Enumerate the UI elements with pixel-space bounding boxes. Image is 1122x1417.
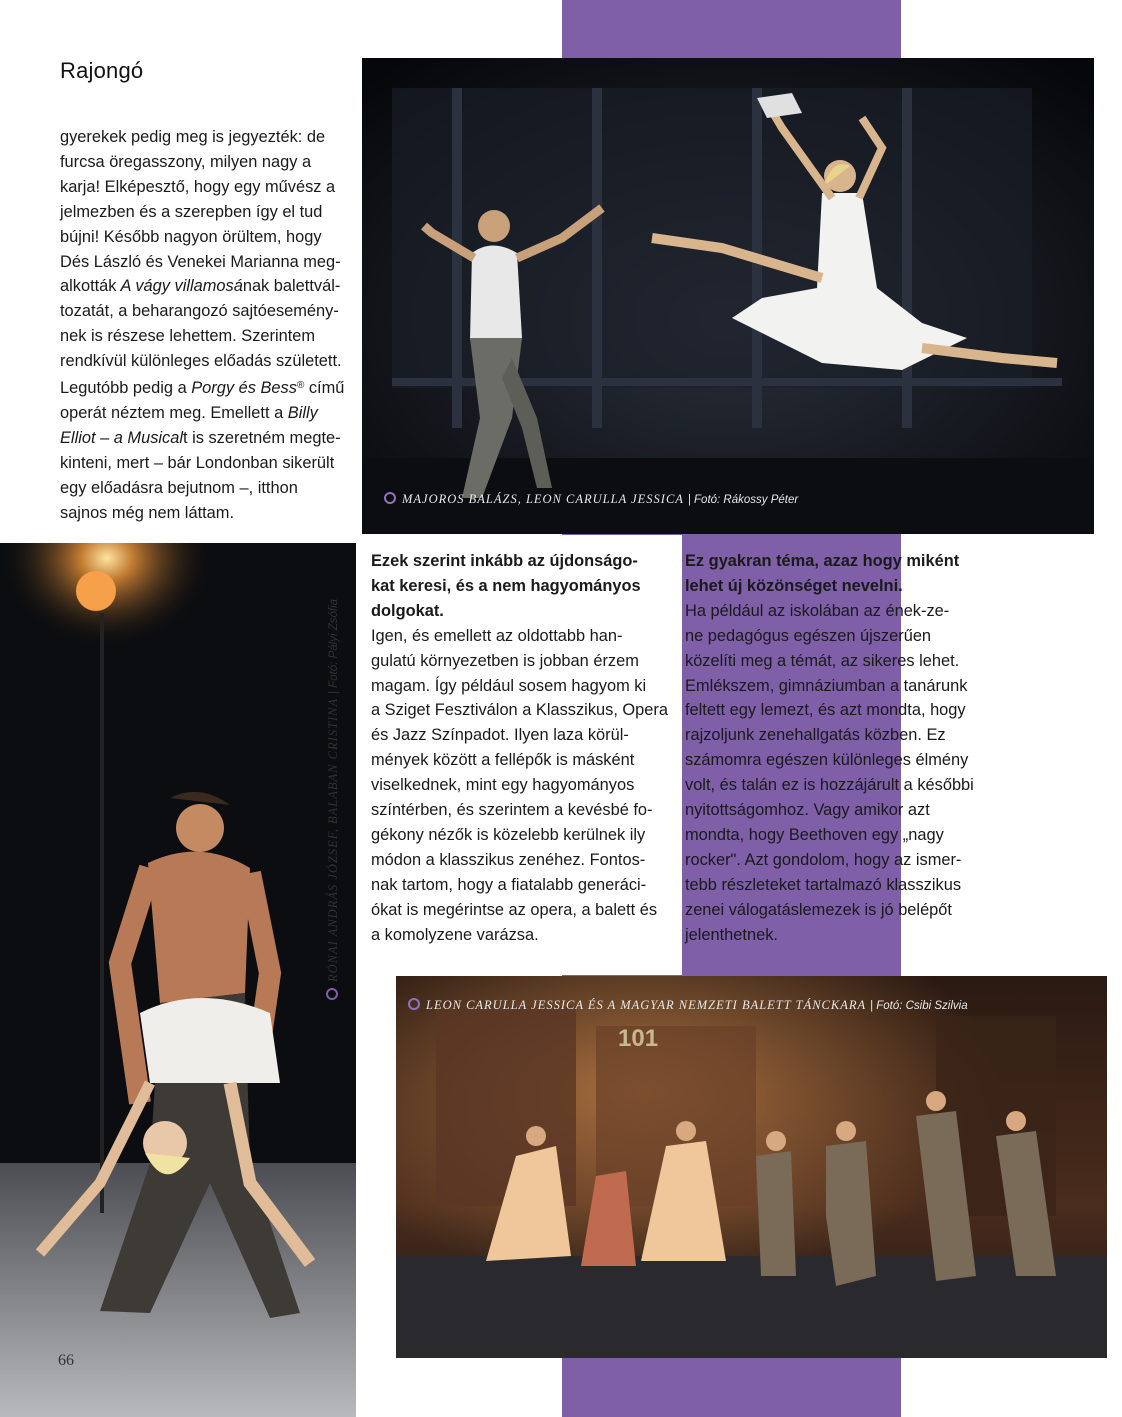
stage-sign: 101: [618, 1025, 659, 1052]
bullet-icon: [408, 998, 420, 1010]
bullet-icon: [384, 492, 396, 504]
bullet-icon: [326, 988, 338, 1000]
page-number: 66: [58, 1352, 74, 1369]
caption-top-photo: MAJOROS BALÁZS, LEON CARULLA JESSICA | Fotó: Rákossy Péter: [384, 492, 798, 507]
photo-dancers-duet: [0, 543, 356, 1417]
left-column-text: gyerekek pedig meg is jegyezték: de furcsa öregasszony, milyen nagy a karja! Elképesztő, hogy egy művész a jelmezben és a szerepben így el tud bújni! Később nagyon örültem, hogy Dés László és Venekei Marianna meg- alkották A vágy villamosának balettvál- tozatát, a beharangozó sajtóesemény- nek is részese lehettem. Szerintem rendkívül különleges előadás született. Legutóbb pedig a Porgy és Bess® című operát néztem meg. Emellett a Billy Elliot – a Musicalt is szeretném megte- kinteni, mert – bár Londonban sikerült egy előadásra bejutnom –, itthon sajnos még nem láttam.: [60, 128, 345, 522]
right-column-text: Ez gyakran téma, azaz hogy miként lehet új közönséget nevelni. Ha például az iskolában az ének-ze- ne pedagógus egészen újszerűen közelíti meg a témát, az sikeres lehet. Emlékszem, gimnáziumban a tanárunk feltett egy lemezt, és azt mondta, hogy rajzoljunk zenehallgatás közben. Ez számomra egészen különleges élmény volt, és talán ez is hozzájárult a későbbi nyitottságomhoz. Vagy amikor azt mondta, hogy Beethoven egy „nagy rocker". Azt gondolom, hogy az ismer- tebb részleteket tartalmazó klasszikus zenei válogatáslemezek is jó belépőt jelenthetnek.: [685, 552, 974, 944]
end-mark-icon: [782, 927, 794, 939]
photo-corps-de-ballet: [396, 976, 1107, 1358]
section-title: Rajongó: [60, 58, 144, 83]
caption-left-photo: RÓNAI ANDRÁS JÓZSEF, BALABAN CRISTINA | Fotó: Pályi Zsófia: [326, 599, 341, 1000]
middle-column-text: Ezek szerint inkább az újdonságo- kat keresi, és a nem hagyományos dolgokat. Igen, és emellett az oldottabb han- gulatú környezetben is jobban érzem magam. Így például sosem hagyom ki a Sziget Fesztiválon a Klasszikus, Opera és Jazz Színpadot. Ilyen laza körül- mények között a fellépők is másként viselkednek, mint egy hagyományos színtérben, és szerintem a kevésbé fo- gékony nézők is közelebb kerülnek ily módon a klasszikus zenéhez. Fontos- nak tartom, hogy a fiatalabb generáci- ókat is megérintse az opera, a balett és a komolyzene varázsa.: [371, 552, 668, 944]
caption-bottom-photo: LEON CARULLA JESSICA ÉS A MAGYAR NEMZETI BALETT TÁNCKARA | Fotó: Csibi Szilvia: [408, 998, 968, 1013]
photo-dancers-leap: [362, 58, 1094, 534]
